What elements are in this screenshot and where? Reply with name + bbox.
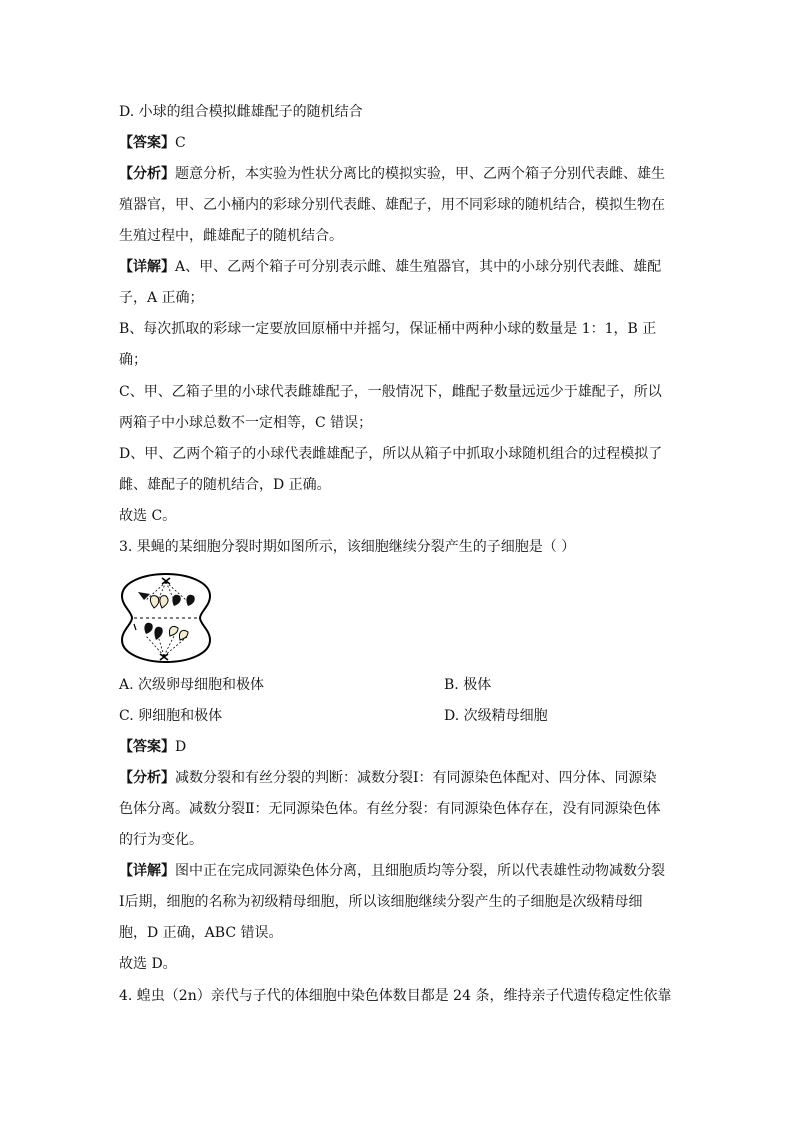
q2-conclusion: 故选 C。 — [119, 508, 177, 524]
q3-analysis-line-3: 的行为变化。 — [119, 832, 203, 848]
q2-analysis-line-2: 殖器官，甲、乙小桶内的彩球分别代表雌、雄配子，用不同彩球的随机结合，模拟生物在 — [119, 197, 665, 213]
q2-detail-line-2: 子，A 正确； — [119, 290, 204, 306]
q3-stem: 3. 果蝇的某细胞分裂时期如图所示，该细胞继续分裂产生的子细胞是（ ） — [119, 539, 576, 555]
analysis-tag: 【分析】 — [119, 770, 175, 786]
analysis-text: 题意分析，本实验为性状分离比的模拟实验，甲、乙两个箱子分别代表雌、雄生 — [175, 166, 665, 182]
q3-option-d: D. 次级精母细胞 — [444, 708, 548, 724]
cell-division-diagram — [118, 570, 214, 666]
q3-option-c: C. 卵细胞和极体 — [119, 708, 223, 724]
q2-detail-line-6: 两箱子中小球总数不一定相等，C 错误； — [119, 415, 373, 431]
q2-detail-line-3: B、每次抓取的彩球一定要放回原桶中并摇匀，保证桶中两种小球的数量是 1：1，B 正 — [119, 321, 657, 337]
q3-detail-line-1 — [119, 861, 665, 881]
detail-tag: 【详解】 — [119, 259, 175, 275]
detail-tag: 【详解】 — [119, 863, 175, 879]
q4-stem: 4. 蝗虫（2n）亲代与子代的体细胞中染色体数目都是 24 条，维持亲子代遗传稳定性依靠 — [119, 988, 672, 1004]
q2-analysis-line-3: 生殖过程中，雌雄配子的随机结合。 — [119, 228, 343, 244]
q2-analysis-line-1 — [119, 164, 665, 184]
answer-tag: 【答案】 — [119, 739, 175, 755]
q3-option-b: B. 极体 — [444, 677, 492, 693]
q2-detail-line-1 — [119, 257, 661, 277]
q2-detail-line-4: 确； — [119, 352, 147, 368]
q3-analysis-line-2: 色体分离。减数分裂Ⅱ：无同源染色体。有丝分裂：有同源染色体存在，没有同源染色体 — [119, 801, 661, 817]
q2-answer — [119, 133, 186, 153]
analysis-tag: 【分析】 — [119, 166, 175, 182]
q3-detail-line-3: 胞，D 正确，ABC 错误。 — [119, 925, 283, 941]
q3-detail-line-2: Ⅰ后期，细胞的名称为初级精母细胞，所以该细胞继续分裂产生的子细胞是次级精母细 — [119, 894, 643, 910]
analysis-text: 减数分裂和有丝分裂的判断：减数分裂Ⅰ：有同源染色体配对、四分体、同源染 — [175, 770, 657, 786]
q3-option-a: A. 次级卵母细胞和极体 — [119, 677, 265, 693]
cell-division-figure — [118, 570, 214, 666]
q3-conclusion: 故选 D。 — [119, 956, 177, 972]
q2-detail-line-8: 雌、雄配子的随机结合，D 正确。 — [119, 477, 331, 493]
q3-answer — [119, 737, 186, 757]
answer-value: C — [175, 135, 186, 151]
detail-text: A、甲、乙两个箱子可分别表示雌、雄生殖器官，其中的小球分别代表雌、雄配 — [175, 259, 662, 275]
q2-option-d: D. 小球的组合模拟雌雄配子的随机结合 — [119, 104, 363, 120]
answer-tag: 【答案】 — [119, 135, 175, 151]
answer-value: D — [175, 739, 187, 755]
q2-detail-line-5: C、甲、乙箱子里的小球代表雌雄配子，一般情况下，雌配子数量远远少于雄配子，所以 — [119, 384, 662, 400]
detail-text: 图中正在完成同源染色体分离，且细胞质均等分裂，所以代表雄性动物减数分裂 — [175, 863, 665, 879]
q3-analysis-line-1 — [119, 768, 657, 788]
q2-detail-line-7: D、甲、乙两个箱子的小球代表雌雄配子，所以从箱子中抓取小球随机组合的过程模拟了 — [119, 446, 663, 462]
